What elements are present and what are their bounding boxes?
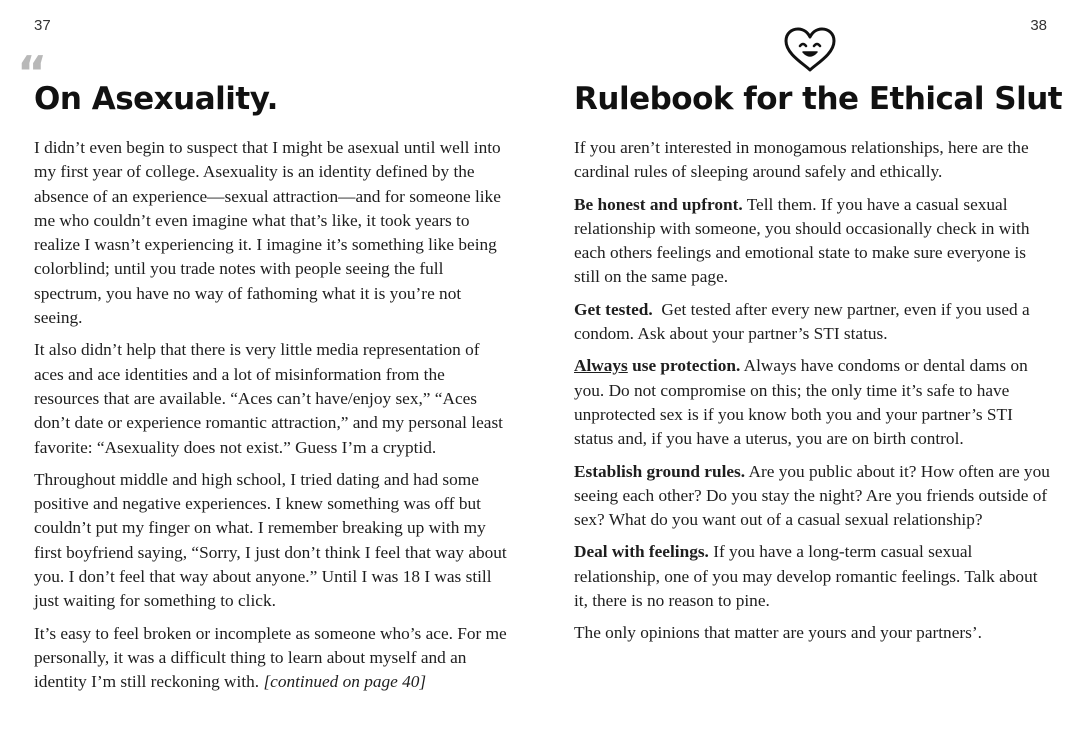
smiling-heart-icon bbox=[782, 26, 838, 74]
paragraph bbox=[34, 622, 508, 695]
left-double-quote-icon: “ bbox=[17, 46, 48, 100]
paragraph: It also didn’t help that there is very little media representation of aces and ace identities and a lot of misinformation from the resources that are available. “Aces can’t have/enjoy sex,” “Aces don’t date or experience romantic attraction,” and my personal least favorite: “Asexuality does not exist.” Guess I’m a cryptid. bbox=[34, 340, 503, 457]
rule-body: Tell them. If you have a casual sexual relationship with someone, you should occasionally check in with each others feelings and emotional state to make sure everyone is still on the same page. bbox=[574, 194, 1030, 287]
page-number-left: 37 bbox=[34, 17, 51, 34]
paragraph-text: It’s easy to feel broken or incomplete as someone who’s ace. For me personally, it was a difficult thing to learn about myself and an identity I’m still reckoning with. bbox=[34, 623, 507, 692]
rule-item bbox=[574, 193, 1052, 290]
rule-lead: Get tested. bbox=[574, 299, 653, 319]
rule-body: If you have a long-term casual sexual relationship, one of you may develop romantic feelings. Talk about it, there is no reason to pine. bbox=[574, 542, 1038, 611]
intro-paragraph: If you aren’t interested in monogamous relationships, here are the cardinal rules of sleeping around safely and ethically. bbox=[574, 138, 1029, 182]
article-body-right bbox=[574, 136, 1052, 654]
rule-item bbox=[574, 354, 1052, 451]
rule-item bbox=[574, 460, 1052, 533]
rule-item bbox=[574, 298, 1052, 347]
article-title-left: On Asexuality. bbox=[34, 81, 278, 117]
article-body-left bbox=[34, 136, 508, 703]
paragraph: I didn’t even begin to suspect that I might be asexual until well into my first year of college. Asexuality is an identity defined by the absence of an experience—sexual attraction—and for someone like me who couldn’t even imagine what that’s like, it took years to realize I wasn’t experiencing it. I imagine it’s something like being colorblind; until you trade notes with people seeing the full spectrum, you have no way of fathoming what it is you’re not seeing. bbox=[34, 138, 501, 328]
paragraph: Throughout middle and high school, I tried dating and had some positive and negative experiences. I knew something was off but couldn’t put my finger on what. I remember breaking up with my first boyfriend saying, “Sorry, I just don’t think I feel that way about you. I don’t feel that way about anyone.” Until I was 18 I was still just waiting for something to click. bbox=[34, 469, 507, 611]
closing-paragraph: The only opinions that matter are yours and your partners’. bbox=[574, 623, 982, 643]
right-page bbox=[540, 0, 1080, 741]
rule-body: Always have condoms or dental dams on you. Do not compromise on this; the only time it’s safe to have unprotected sex is if you know both you and your partner’s STI status and, if you have a uterus, you are on birth control. bbox=[574, 356, 1028, 449]
rule-item bbox=[574, 540, 1052, 613]
rule-lead-underlined: Always bbox=[574, 356, 628, 376]
continued-note: [continued on page 40] bbox=[263, 672, 427, 692]
rule-body: Get tested after every new partner, even if you used a condom. Ask about your partner’s STI status. bbox=[574, 299, 1034, 344]
page-number-right: 38 bbox=[1030, 17, 1047, 34]
rule-lead: Establish ground rules. bbox=[574, 461, 746, 481]
rule-lead: Be honest and upfront. bbox=[574, 194, 743, 214]
rule-lead: Deal with feelings. bbox=[574, 542, 709, 562]
article-title-right: Rulebook for the Ethical Slut bbox=[574, 81, 1063, 117]
rule-lead: use protection. bbox=[627, 356, 741, 376]
rule-body: Are you public about it? How often are you seeing each other? Do you stay the night? Are you friends outside of sex? What do you want out of a casual sexual relationship? bbox=[574, 461, 1050, 530]
